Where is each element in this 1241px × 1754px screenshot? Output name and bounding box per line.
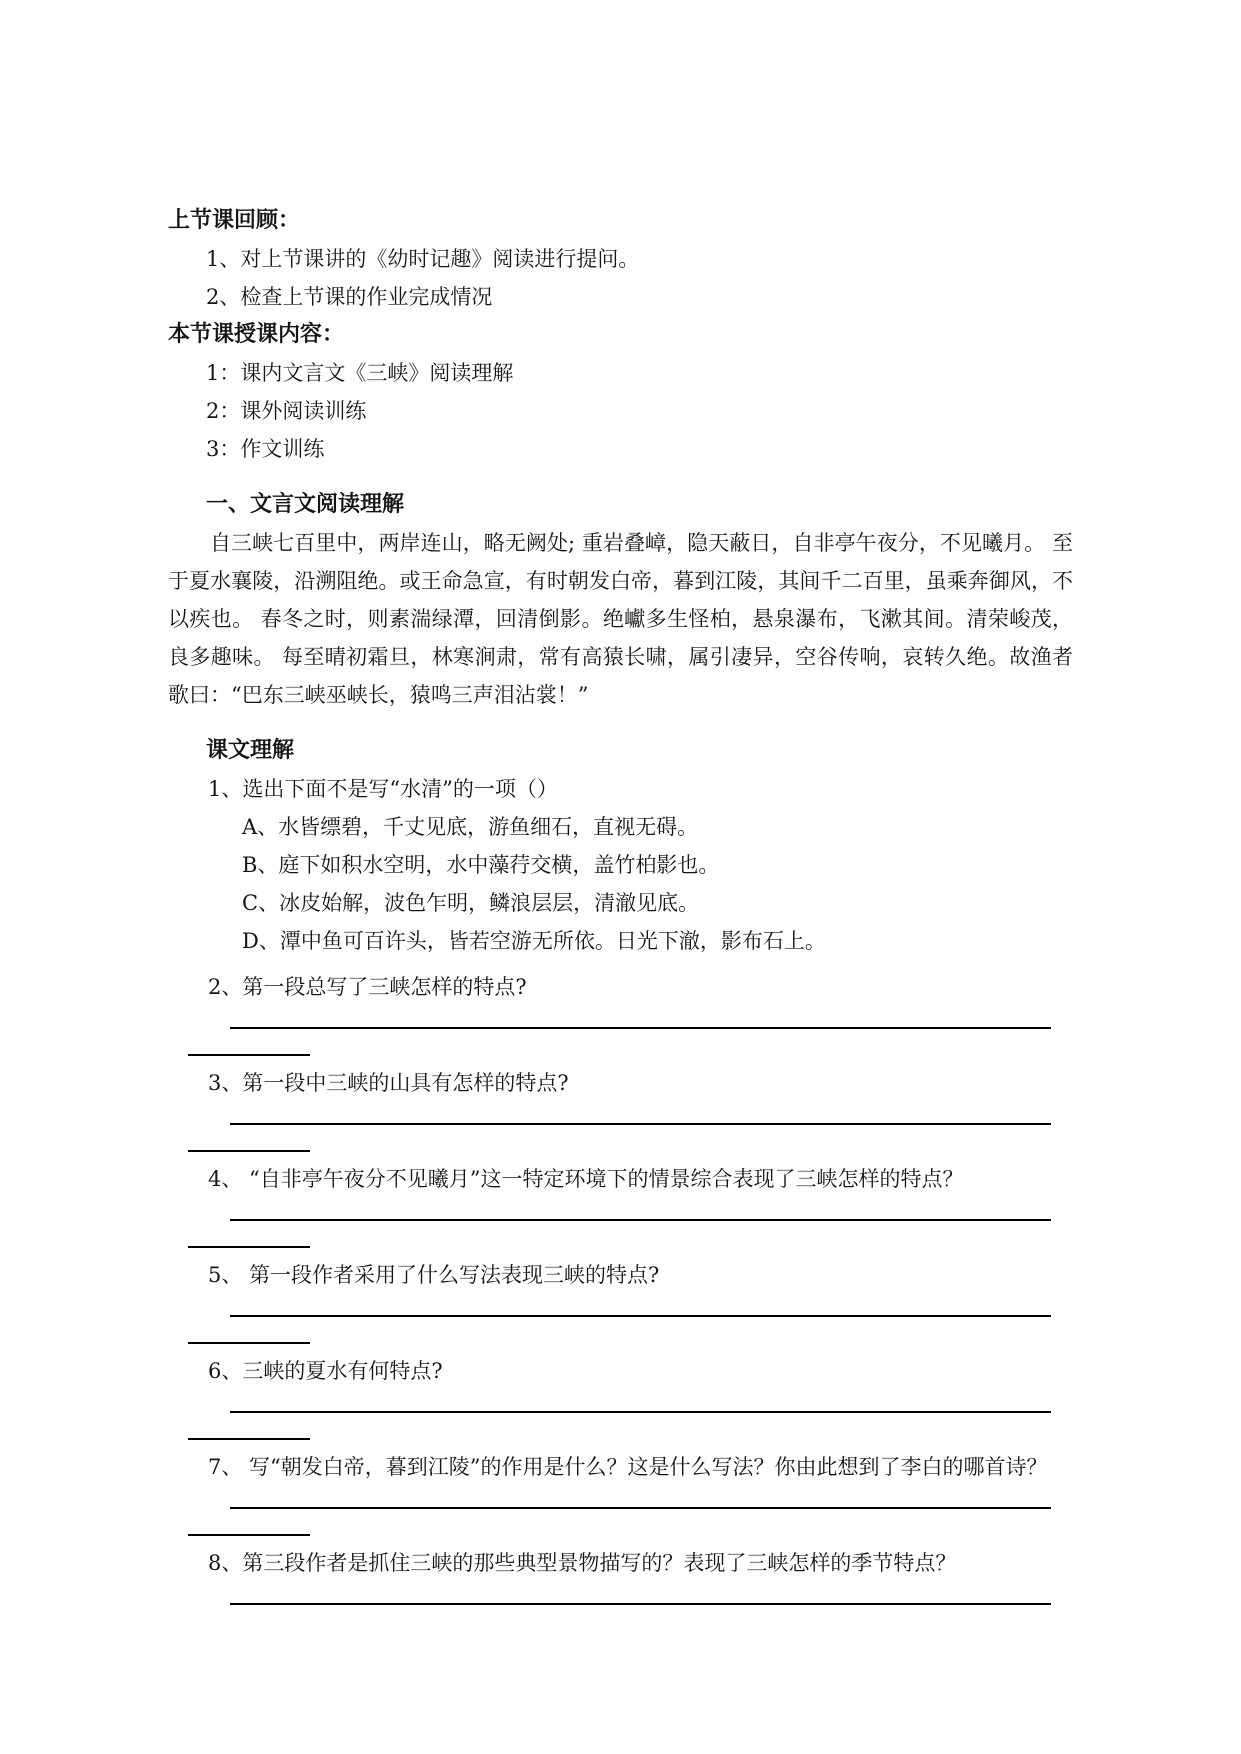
question-2: 2、第一段总写了三峡怎样的特点?: [208, 975, 527, 999]
answer-line-long: [230, 1123, 1051, 1125]
answer-line-short: [188, 1150, 310, 1152]
answer-line-long: [230, 1603, 1051, 1605]
question-block: [168, 1448, 1073, 1536]
option-d: D、潭中鱼可百许头，皆若空游无所依。日光下澈，影布石上。: [242, 929, 826, 953]
answer-line-long: [230, 1507, 1051, 1509]
answer-line-long: [230, 1411, 1051, 1413]
question-6: 6、三峡的夏水有何特点?: [208, 1359, 443, 1383]
lesson-item: 1：课内文言文《三峡》阅读理解: [206, 361, 514, 385]
answer-line-short: [188, 1054, 310, 1056]
question-5: 5、 第一段作者采用了什么写法表现三峡的特点?: [208, 1263, 660, 1287]
answer-line-short: [188, 1246, 310, 1248]
lesson-item: 3：作文训练: [206, 437, 325, 461]
answer-line-short: [188, 1438, 310, 1440]
review-item: 1、对上节课讲的《幼时记趣》阅读进行提问。: [206, 247, 640, 271]
answer-line-long: [230, 1315, 1051, 1317]
question-block: [168, 1352, 1073, 1440]
answer-line-short: [188, 1342, 310, 1344]
answer-line-short: [188, 1534, 310, 1536]
option-a: A、水皆缥碧，千丈见底，游鱼细石，直视无碍。: [242, 815, 699, 839]
question-block: [168, 1256, 1073, 1344]
option-c: C、冰皮始解，波色乍明，鳞浪层层，清澈见底。: [242, 891, 700, 915]
question-block: [168, 1544, 1073, 1605]
question-block: [168, 1064, 1073, 1152]
review-item: 2、检查上节课的作业完成情况: [206, 285, 493, 309]
question-8: 8、第三段作者是抓住三峡的那些典型景物描写的？表现了三峡怎样的季节特点？: [208, 1551, 957, 1575]
sanxia-passage: 自三峡七百里中，两岸连山，略无阙处; 重岩叠嶂，隐天蔽日，自非亭午夜分，不见曦月。 至于夏水襄陵，沿溯阻绝。或王命急宣，有时朝发白帝，暮到江陵，其间千二百里，虽乘奔御风，不以疾也。 春冬之时，则素湍绿潭，回清倒影。绝巘多生怪柏，悬泉瀑布，飞漱其间。清荣峻茂，良多趣味。 每至晴初霜旦，林寒涧肃，常有高猿长啸，属引凄异，空谷传响，哀转久绝。故渔者歌曰：“巴东三峡巫峡长，猿鸣三声泪沾裳！”: [168, 531, 1073, 707]
question-4: 4、 “自非亭午夜分不见曦月”这一特定环境下的情景综合表现了三峡怎样的特点？: [208, 1167, 964, 1191]
answer-line-long: [230, 1027, 1051, 1029]
review-heading: 上节课回顾：: [168, 208, 301, 233]
question-1: 1、选出下面不是写“水清”的一项（）: [208, 777, 558, 801]
question-3: 3、第一段中三峡的山具有怎样的特点?: [208, 1071, 569, 1095]
question-block: [168, 968, 1073, 1056]
section-heading-classical-reading: 一、文言文阅读理解: [206, 492, 405, 517]
option-b: B、庭下如积水空明，水中藻荇交横，盖竹柏影也。: [242, 853, 720, 877]
answer-line-long: [230, 1219, 1051, 1221]
question-7: 7、 写“朝发白帝，暮到江陵”的作用是什么？这是什么写法？你由此想到了李白的哪首诗？: [208, 1455, 1048, 1479]
comprehension-heading: 课文理解: [206, 738, 295, 763]
lesson-item: 2：课外阅读训练: [206, 399, 367, 423]
lesson-content-heading: 本节课授课内容：: [168, 322, 345, 347]
question-block: [168, 1160, 1073, 1248]
